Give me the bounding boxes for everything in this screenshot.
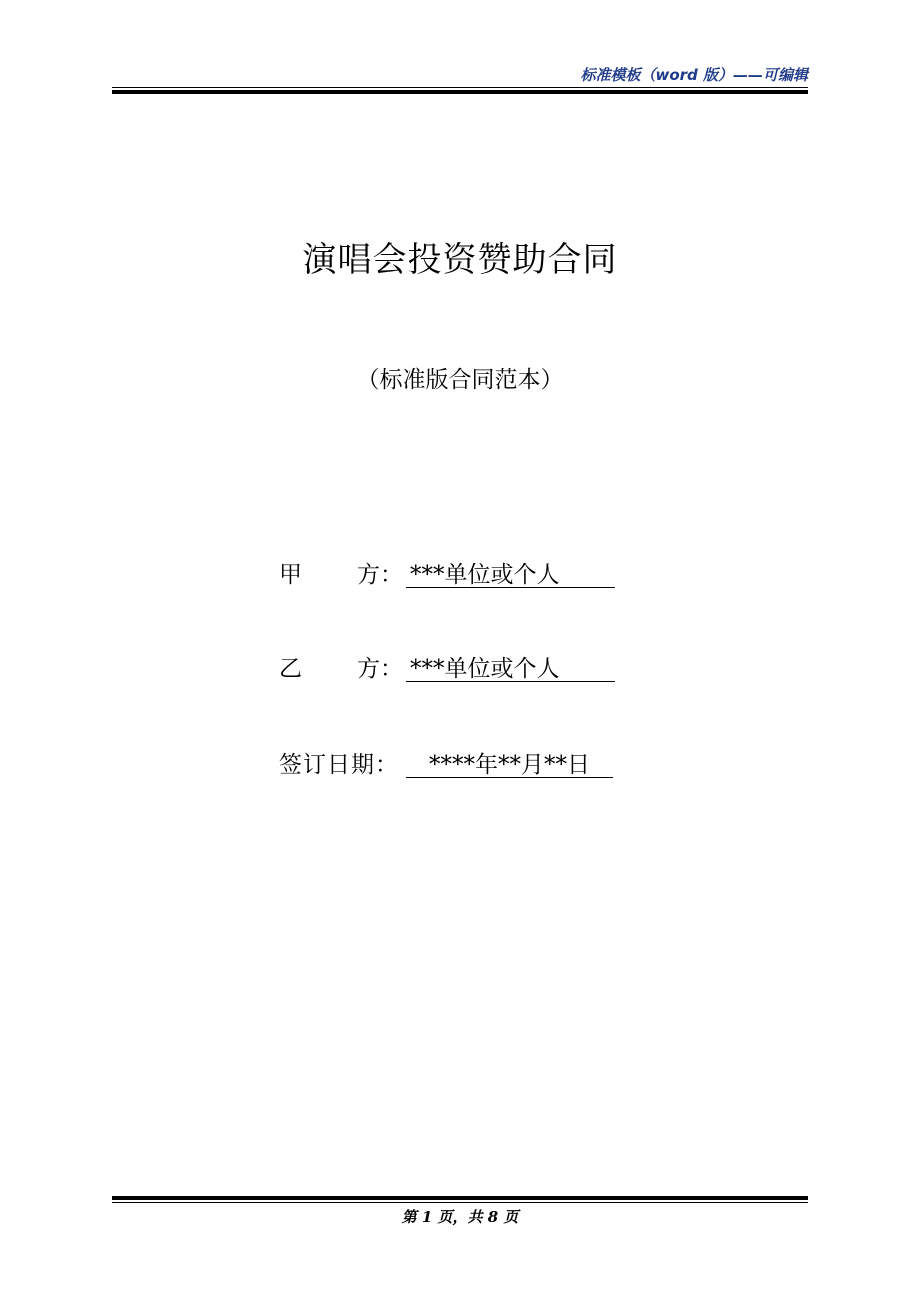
document-title: 演唱会投资赞助合同	[302, 240, 618, 280]
footer-rule-thin	[112, 1202, 808, 1203]
page-number: 第 1 页，共 8 页	[401, 1208, 519, 1226]
party-b-label-first: 乙	[279, 656, 302, 682]
sign-date-value[interactable]: ****年**月**日	[406, 746, 613, 778]
document-subtitle: （标准版合同范本）	[356, 367, 564, 393]
footer-rule-thick	[112, 1196, 808, 1200]
header-text: 标准模板（word 版）——可编辑	[580, 66, 808, 84]
party-a-label-first: 甲	[279, 562, 302, 588]
header-rule-thick	[112, 90, 808, 94]
party-b-label-second: 方：	[357, 656, 403, 682]
party-a-label-second: 方：	[357, 562, 403, 588]
party-a-value[interactable]: ***单位或个人	[406, 556, 615, 588]
party-b-value[interactable]: ***单位或个人	[406, 650, 615, 682]
header-rule-top	[112, 87, 808, 88]
sign-date-label: 签订日期：	[279, 752, 399, 778]
